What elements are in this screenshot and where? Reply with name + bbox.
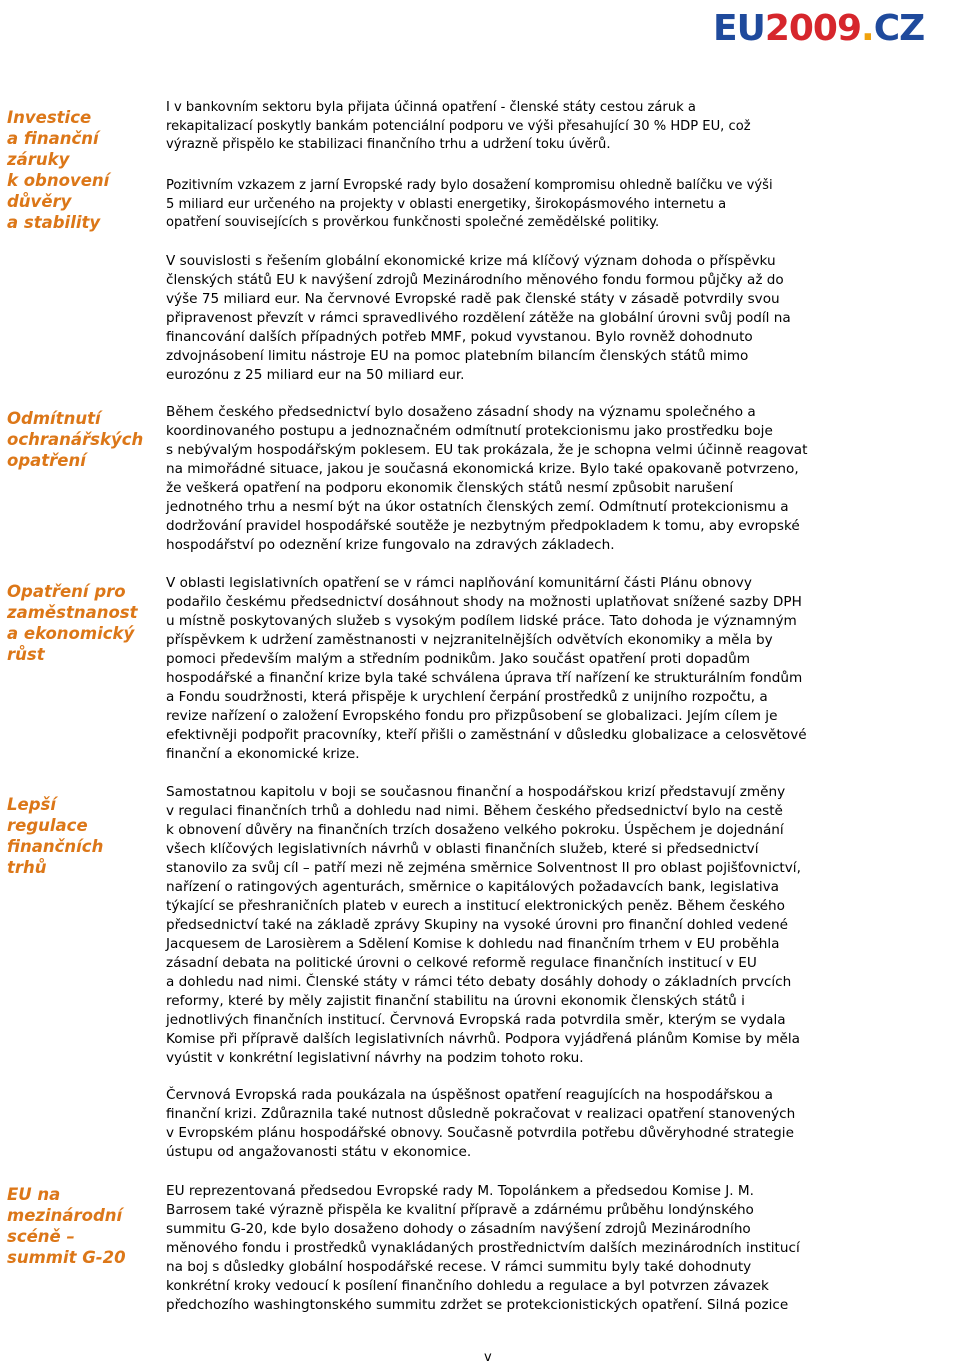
page-number: v bbox=[484, 1350, 492, 1365]
sidebar-heading-regulation: Lepší regulace finančních trhů bbox=[7, 795, 104, 877]
sidebar-heading-protectionism: Odmítnutí ochranářských opatření bbox=[7, 409, 144, 470]
eu2009-logo: EU2009.CZ bbox=[713, 8, 925, 49]
sidebar-heading-g20: EU na mezinárodní scéně – summit G-20 bbox=[7, 1185, 126, 1267]
paragraph-protectionism: Během českého předsednictví bylo dosaženo zásadní shody na významu společného a koordinovaného postupu a jednoznačném odmítnutí protekcionismu jako prostředku boje s nebývalým hospodářským poklesem. EU tak prokázala, že je schopna velmi účinně reagovat na mimořádné situace, jakou je současná ekonomická krize. Bylo také opakovaně potvrzeno, že veškerá opatření na podporu ekonomik členských států nesmí způsobit narušení jednotného trhu a nesmí být na úkor ostatních členských zemí. Odmítnutí protekcionismu a dodržování pravidel hospodářské soutěže je nezbytným předpokladem k tomu, aby evropské hospodářství po odeznění krize fungovalo na zdravých základech. bbox=[166, 404, 808, 553]
paragraph-legislation: V oblasti legislativních opatření se v rámci naplňování komunitární části Plánu obnovy podařilo českému předsednictví dosáhnout shody na možnosti uplatňovat snížené sazby DPH u místně poskytovaných služeb s vysokým podílem lidské práce. Tato dohoda je významným příspěvkem k udržení zaměstnanosti v nejzranitelnějších odvětvích ekonomiky a měla by pomoci především malým a středním podnikům. Jako součást opatření proti dopadům hospodářské a finanční krize byla také schválena úprava tří nařízení ke strukturálním fondům a Fondu soudržnosti, která přispěje k urychlení čerpání prostředků z unijního rozpočtu, a revize nařízení o založení Evropského fondu pro přizpůsobení se globalizaci. Jejím cílem je efektivněji podpořit pracovníky, kteří přišli o zaměstnání v důsledku globalizace a celosvětové finanční a ekonomické krize. bbox=[166, 575, 807, 762]
paragraph-imf: V souvislosti s řešením globální ekonomické krize má klíčový význam dohoda o příspěvku členských států EU k navýšení zdrojů Mezinárodního měnového fondu formou půjčky až do výše 75 miliard eur. Na červnové Evropské radě pak členské státy v zásadě potvrdily svou připravenost převzít v rámci spravedlivého rozdělení zátěže na globální úrovni svůj podíl na financování dalších případných potřeb MMF, pokud vyvstanou. Bylo rovněž dohodnuto zdvojnásobení limitu nástroje EU na pomoc platebním bilancím členských států mimo eurozónu z 25 miliard eur na 50 miliard eur. bbox=[166, 253, 791, 383]
paragraph-june-council: Červnová Evropská rada poukázala na úspěšnost opatření reagujících na hospodářskou a finanční krizi. Zdůraznila také nutnost důsledně pokračovat v realizaci opatření stanovených v Evropském plánu hospodářské obnovy. Současně potvrdila potřebu důvěryhodné strategie ústupu od angažovanosti státu v ekonomice. bbox=[166, 1087, 796, 1160]
paragraph-spring-council: Pozitivním vzkazem z jarní Evropské rady bylo dosažení kompromisu ohledně balíčku ve výši 5 miliard eur určeného na projekty v oblasti energetiky, širokopásmového internetu a opatření souvisejících s prověrkou funkčnosti společné zemědělské politiky. bbox=[166, 178, 773, 230]
sidebar-heading-investments: Investice a finanční záruky k obnovení důvěry a stability bbox=[7, 108, 110, 232]
paragraph-financial-regulation: Samostatnou kapitolu v boji se současnou finanční a hospodářskou krizí představují změny v regulaci finančních trhů a dohledu nad nimi. Během českého předsednictví bylo na cestě k obnovení důvěry na finančních trzích dosaženo velkého pokroku. Úspěchem je dojednání všech klíčových legislativních návrhů v oblasti finančních služeb, které si předsednictví stanovilo za svůj cíl – patří mezi ně zejména směrnice Solventnost II pro oblast pojišťovnictví, nařízení o ratingových agenturách, směrnice o kapitálových požadavcích bank, legislativa týkající se přeshraničních plateb v eurech a institucí elektronických peněz. Během českého předsednictví také na základě zprávy Skupiny na vysoké úrovni pro finanční dohled vedené Jacquesem de Larosièrem a Sdělení Komise k dohledu nad finančním trhem v EU proběhla zásadní debata na politické úrovni o celkové reformě regulace finančních institucí v EU a dohledu nad nimi. Členské státy v rámci této debaty dosáhly dohody o základních prvcích reformy, které by měly zajistit finanční stabilitu na úrovni ekonomik členských států i jednotlivých finančních institucí. Červnová Evropská rada potvrdila směr, kterým se vydala Komise při přípravě dalších legislativních návrhů. Podpora vyjádřená plánům Komise by měla vyústit v konkrétní legislativní návrhy na podzim tohoto roku. bbox=[166, 784, 801, 1066]
sidebar-heading-employment: Opatření pro zaměstnanost a ekonomický růst bbox=[7, 582, 138, 664]
paragraph-banking: I v bankovním sektoru byla přijata účinná opatření - členské státy cestou záruk a rekapitalizací poskytly bankám potenciální podporu ve výši přesahující 30 % HDP EU, což výrazně přispělo ke stabilizaci finančního trhu a udržení toku úvěrů. bbox=[166, 100, 751, 152]
paragraph-g20-summit: EU reprezentovaná předsedou Evropské rady M. Topolánkem a předsedou Komise J. M. Barrosem také výrazně přispěla ke kvalitní přípravě a zdárnému průběhu londýnského summitu G-20, kde bylo dosaženo dohody o zásadním navýšení zdrojů Mezinárodního měnového fondu i prostředků vynakládaných prostřednictvím dalších mezinárodních institucí na boj s důsledky globální hospodářské recese. V rámci summitu byly také dohodnuty konkrétní kroky vedoucí k posílení finančního dohledu a regulace a byl potvrzen závazek předchozího washingtonského summitu zdržet se protekcionistických opatření. Silná pozice bbox=[166, 1183, 800, 1313]
